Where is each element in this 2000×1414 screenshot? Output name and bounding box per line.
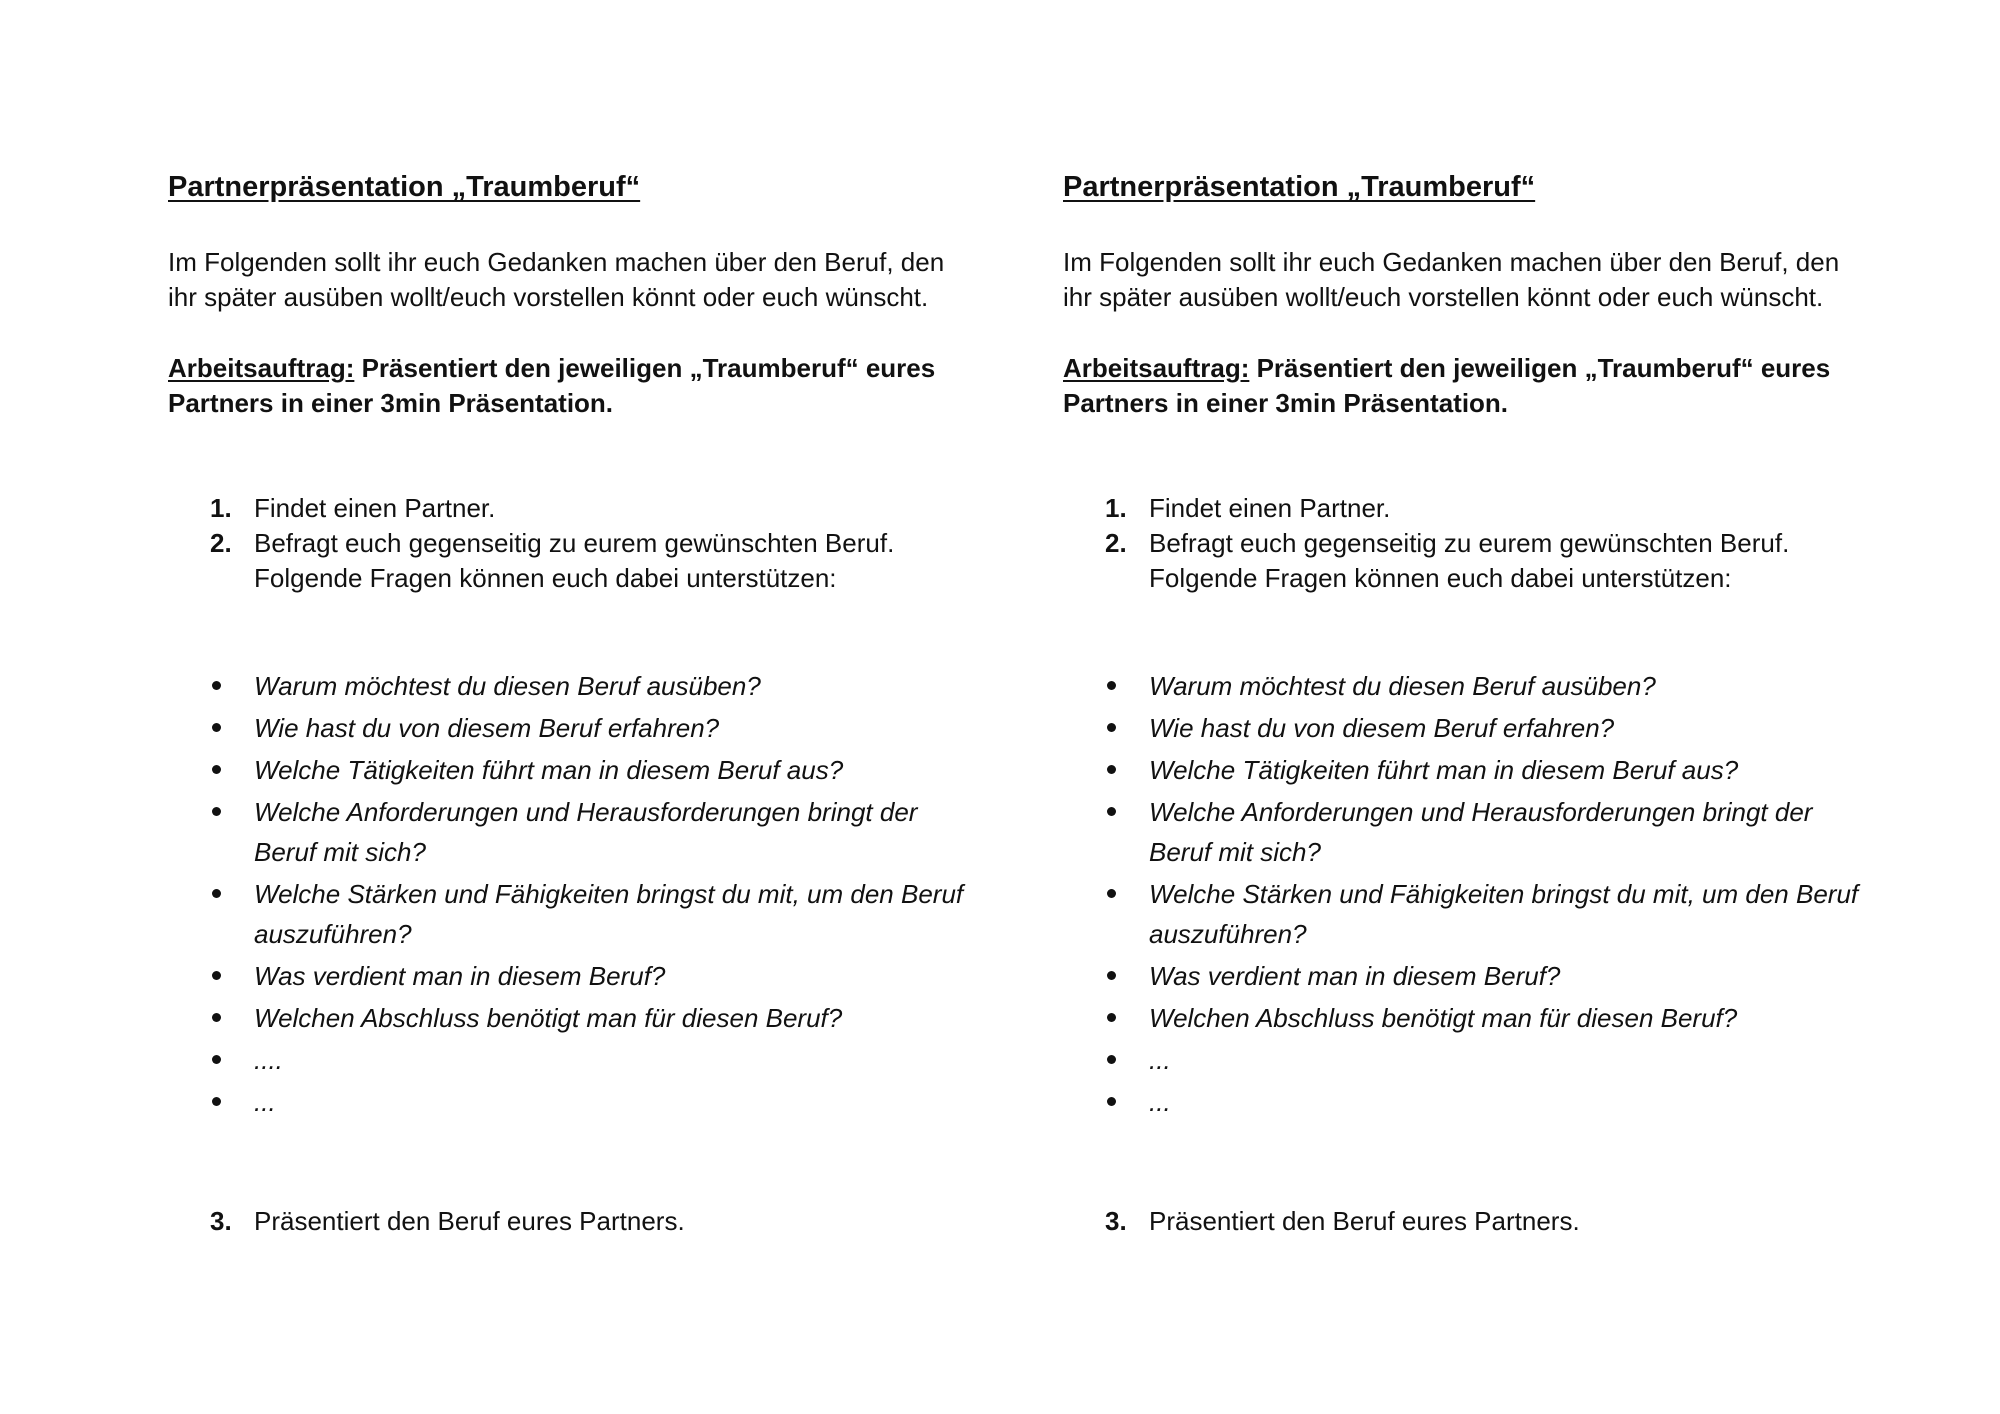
bullet-icon [212, 807, 221, 816]
task-text: Präsentiert den jeweiligen „Traumberuf“ eures [1249, 353, 1831, 383]
task-line [1063, 351, 1893, 386]
intro-text [1063, 245, 1893, 315]
bullet-icon [212, 889, 221, 898]
bullet-icon [1107, 889, 1116, 898]
task-line [168, 351, 998, 386]
question-item [1105, 750, 1865, 790]
question-text: Wie hast du von diesem Beruf erfahren? [254, 713, 720, 743]
bullet-icon [1107, 1097, 1116, 1106]
question-item [1105, 1082, 1865, 1122]
worksheet-left [168, 0, 998, 1414]
question-text: Wie hast du von diesem Beruf erfahren? [1149, 713, 1615, 743]
question-item [1105, 874, 1865, 954]
step-number: 3. [1105, 1206, 1127, 1236]
question-text: Welchen Abschluss benötigt man für diesen Beruf? [1149, 1003, 1738, 1033]
bullet-icon [1107, 971, 1116, 980]
question-item [210, 666, 970, 706]
step-item [210, 1204, 685, 1239]
page-title: Partnerpräsentation „Traumberuf“ [1063, 171, 1536, 203]
step-item [1105, 1204, 1580, 1239]
step-item [210, 491, 894, 526]
step-item [1105, 526, 1789, 596]
intro-line: Im Folgenden sollt ihr euch Gedanken machen über den Beruf, den [1063, 247, 1840, 277]
step-number: 1. [1105, 493, 1127, 523]
bullet-icon [212, 1097, 221, 1106]
step-text: Präsentiert den Beruf eures Partners. [1149, 1206, 1580, 1236]
question-item [1105, 1040, 1865, 1080]
task-text: Partners in einer 3min Präsentation. [168, 388, 614, 418]
step-number: 1. [210, 493, 232, 523]
question-item [1105, 792, 1865, 872]
question-text: ... [1149, 1087, 1171, 1117]
step-text: Folgende Fragen können euch dabei unterstützen: [254, 563, 837, 593]
step-text: Befragt euch gegenseitig zu eurem gewünschten Beruf. [254, 528, 895, 558]
question-item [210, 956, 970, 996]
steps-list-final [1105, 1204, 1580, 1239]
question-item [1105, 956, 1865, 996]
bullet-icon [212, 681, 221, 690]
bullet-icon [1107, 807, 1116, 816]
step-text: Präsentiert den Beruf eures Partners. [254, 1206, 685, 1236]
question-text: Was verdient man in diesem Beruf? [1149, 961, 1561, 991]
intro-text [168, 245, 998, 315]
worksheet-right [1063, 0, 1893, 1414]
task-text: Partners in einer 3min Präsentation. [1063, 388, 1509, 418]
question-text: ... [1149, 1045, 1171, 1075]
step-item [210, 526, 894, 596]
bullet-icon [1107, 723, 1116, 732]
task-label: Arbeitsauftrag: [168, 353, 355, 383]
question-text: Was verdient man in diesem Beruf? [254, 961, 666, 991]
step-text: Folgende Fragen können euch dabei unterstützen: [1149, 563, 1732, 593]
bullet-icon [212, 971, 221, 980]
step-number: 2. [1105, 528, 1127, 558]
step-number: 2. [210, 528, 232, 558]
bullet-icon [1107, 1013, 1116, 1022]
question-text: Welche Anforderungen und Herausforderungen bringt der Beruf mit sich? [254, 797, 918, 867]
step-text: Findet einen Partner. [254, 493, 496, 523]
question-item [210, 708, 970, 748]
bullet-icon [212, 765, 221, 774]
page-title: Partnerpräsentation „Traumberuf“ [168, 171, 641, 203]
steps-list-final [210, 1204, 685, 1239]
step-text: Findet einen Partner. [1149, 493, 1391, 523]
question-item [210, 1040, 970, 1080]
questions-list [210, 666, 970, 1124]
question-text: Welche Stärken und Fähigkeiten bringst du mit, um den Beruf auszuführen? [254, 879, 964, 949]
step-item [1105, 491, 1789, 526]
step-number: 3. [210, 1206, 232, 1236]
question-item [210, 998, 970, 1038]
question-text: Welche Anforderungen und Herausforderungen bringt der Beruf mit sich? [1149, 797, 1813, 867]
question-text: .... [254, 1045, 283, 1075]
intro-line: ihr später ausüben wollt/euch vorstellen könnt oder euch wünscht. [168, 282, 929, 312]
question-text: Warum möchtest du diesen Beruf ausüben? [1149, 671, 1656, 701]
question-item [210, 874, 970, 954]
steps-list [1105, 491, 1789, 596]
question-text: Welche Stärken und Fähigkeiten bringst du mit, um den Beruf auszuführen? [1149, 879, 1859, 949]
bullet-icon [212, 1013, 221, 1022]
task-text: Präsentiert den jeweiligen „Traumberuf“ eures [354, 353, 936, 383]
bullet-icon [1107, 1055, 1116, 1064]
steps-list [210, 491, 894, 596]
task-instruction [168, 351, 998, 421]
bullet-icon [212, 1055, 221, 1064]
question-text: Warum möchtest du diesen Beruf ausüben? [254, 671, 761, 701]
question-item [210, 792, 970, 872]
question-item [1105, 666, 1865, 706]
step-text: Befragt euch gegenseitig zu eurem gewünschten Beruf. [1149, 528, 1790, 558]
intro-line: ihr später ausüben wollt/euch vorstellen könnt oder euch wünscht. [1063, 282, 1824, 312]
question-item [1105, 708, 1865, 748]
questions-list [1105, 666, 1865, 1124]
bullet-icon [212, 723, 221, 732]
question-text: Welchen Abschluss benötigt man für diesen Beruf? [254, 1003, 843, 1033]
question-item [1105, 998, 1865, 1038]
task-instruction [1063, 351, 1893, 421]
bullet-icon [1107, 765, 1116, 774]
bullet-icon [1107, 681, 1116, 690]
question-text: Welche Tätigkeiten führt man in diesem Beruf aus? [1149, 755, 1739, 785]
intro-line: Im Folgenden sollt ihr euch Gedanken machen über den Beruf, den [168, 247, 945, 277]
question-text: Welche Tätigkeiten führt man in diesem Beruf aus? [254, 755, 844, 785]
question-text: ... [254, 1087, 276, 1117]
task-label: Arbeitsauftrag: [1063, 353, 1250, 383]
question-item [210, 1082, 970, 1122]
question-item [210, 750, 970, 790]
